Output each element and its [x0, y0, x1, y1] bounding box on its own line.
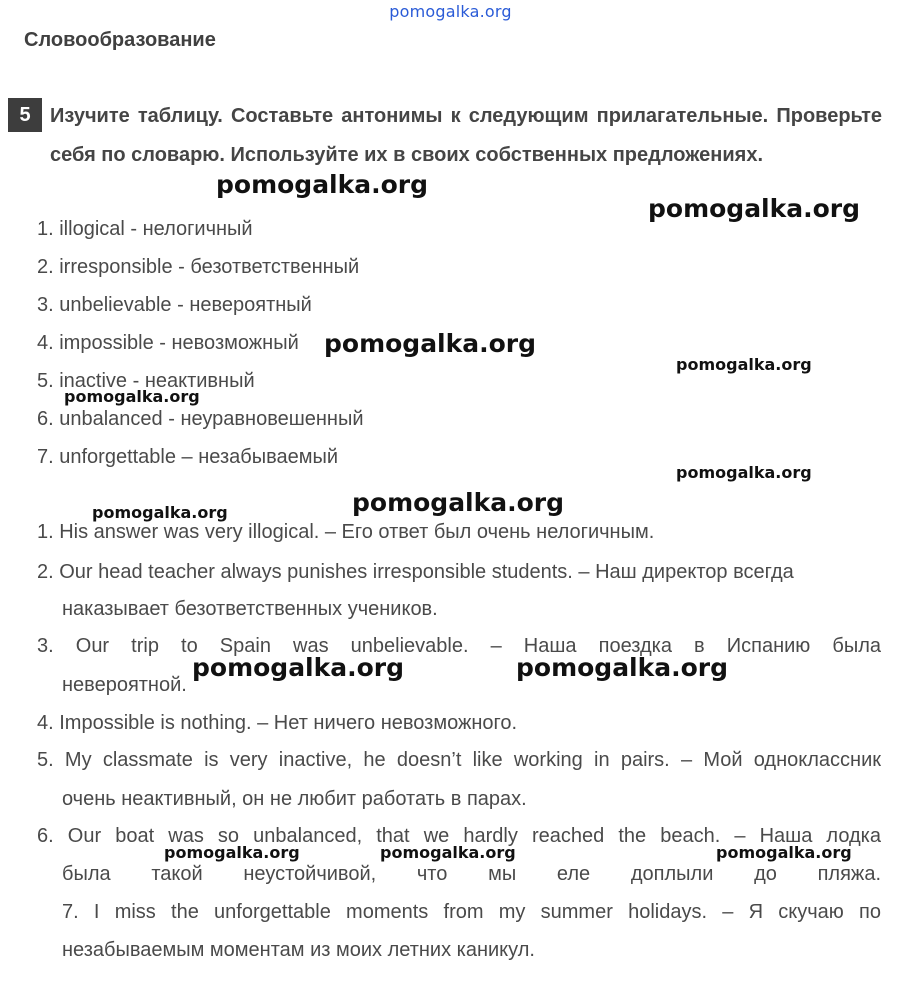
watermark: pomogalka.org — [676, 355, 812, 374]
watermark: pomogalka.org — [716, 843, 852, 862]
sentence-line: наказывает безответственных учеников. — [62, 598, 438, 620]
sentence-line: была такой неустойчивой, что мы еле доплыли до пляжа. — [62, 863, 881, 885]
sentence-line: 2. Our head teacher always punishes irresponsible students. – Наш директор всегда — [37, 561, 794, 583]
task-number-badge: 5 — [8, 98, 42, 132]
list-item: 7. unforgettable – незабываемый — [37, 446, 339, 468]
list-item: 2. irresponsible - безответственный — [37, 256, 360, 278]
sentence-line: очень неактивный, он не любит работать в парах. — [62, 788, 527, 810]
section-title: Словообразование — [24, 29, 216, 51]
list-item: 1. illogical - нелогичный — [37, 218, 253, 240]
watermark: pomogalka.org — [64, 387, 200, 406]
watermark: pomogalka.org — [648, 194, 861, 223]
sentence-line: 3. Our trip to Spain was unbelievable. – Наша поездка в Испанию была — [37, 635, 881, 657]
watermark: pomogalka.org — [92, 503, 228, 522]
sentence-line: невероятной. — [62, 674, 187, 696]
list-item: 3. unbelievable - невероятный — [37, 294, 312, 316]
task-instruction: Изучите таблицу. Составьте антонимы к следующим прилагательные. Проверьте себя по словарю. Используйте их в своих собственных предложениях. — [50, 105, 882, 166]
list-item: 6. unbalanced - неуравновешенный — [37, 408, 364, 430]
list-item: 5. inactive - неактивный — [37, 370, 255, 392]
site-watermark-header: pomogalka.org — [389, 2, 512, 21]
watermark: pomogalka.org — [216, 170, 429, 199]
sentence-line: 5. My classmate is very inactive, he doesn’t like working in pairs. – Мой одноклассник — [37, 749, 881, 771]
watermark: pomogalka.org — [324, 329, 537, 358]
watermark: pomogalka.org — [192, 653, 405, 682]
sentence-line: 1. His answer was very illogical. – Его ответ был очень нелогичным. — [37, 521, 655, 543]
watermark: pomogalka.org — [352, 488, 565, 517]
list-item: 4. impossible - невозможный — [37, 332, 299, 354]
watermark: pomogalka.org — [676, 463, 812, 482]
watermark: pomogalka.org — [380, 843, 516, 862]
watermark: pomogalka.org — [164, 843, 300, 862]
sentence-line: 4. Impossible is nothing. – Нет ничего невозможного. — [37, 712, 518, 734]
sentence-line: 7. I miss the unforgettable moments from my summer holidays. – Я скучаю по — [62, 901, 881, 923]
sentence-line: незабываемым моментам из моих летних каникул. — [62, 939, 535, 961]
watermark: pomogalka.org — [516, 653, 729, 682]
sentence-line: 6. Our boat was so unbalanced, that we hardly reached the beach. – Наша лодка — [37, 825, 881, 847]
